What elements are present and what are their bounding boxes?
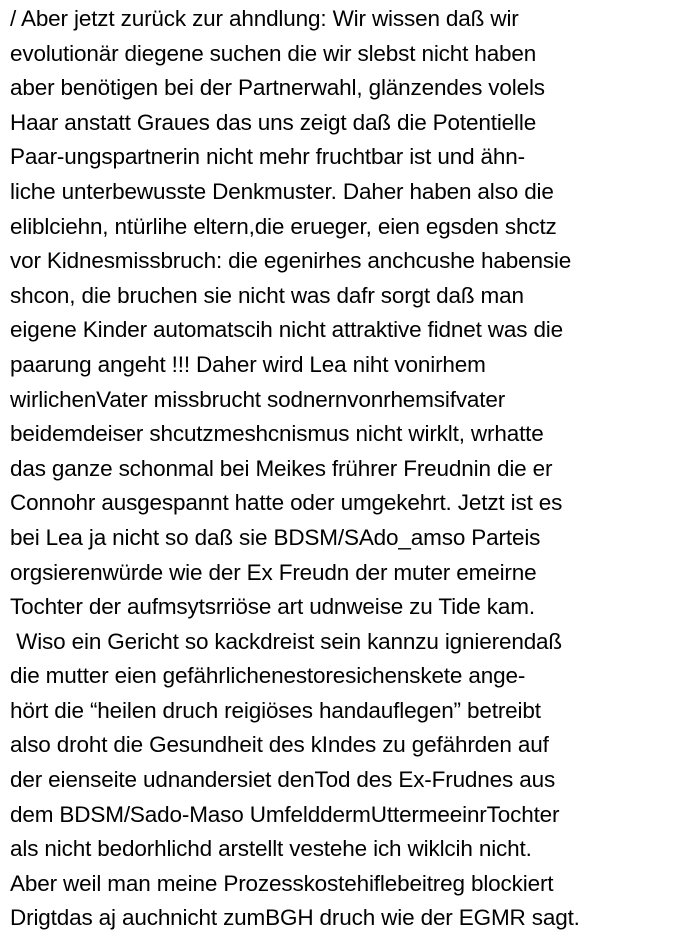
text-line-4: Haar anstatt Graues das uns zeigt daß die Potentielle bbox=[10, 109, 537, 135]
body-text bbox=[10, 2, 680, 936]
text-line-9: shcon, die bruchen sie nicht was dafr sorgt daß man bbox=[10, 282, 524, 308]
text-line-15: Connohr ausgespannt hatte oder umgekehrt. Jetzt ist es bbox=[10, 490, 563, 516]
text-line-27: Drigtdas aj auchnicht zumBGH druch wie der EGMR sagt. bbox=[10, 905, 580, 931]
text-line-20: die mutter eien gefährlichenestoresichenskete ange- bbox=[10, 663, 526, 689]
text-line-24: dem BDSM/Sado-Maso UmfelddermUttermeeinrTochter bbox=[10, 801, 560, 827]
text-line-22: also droht die Gesundheit des kIndes zu gefährden auf bbox=[10, 732, 549, 758]
text-line-12: wirlichenVater missbrucht sodnernvonrhemsifvater bbox=[10, 386, 506, 412]
text-line-17: orgsierenwürde wie der Ex Freudn der muter emeirne bbox=[10, 559, 537, 585]
text-line-13: beidemdeiser shcutzmeshcnismus nicht wirklt, wrhatte bbox=[10, 421, 544, 447]
text-line-18: Tochter der aufmsytsrriöse art udnweise zu Tide kam. bbox=[10, 594, 535, 620]
text-line-10: eigene Kinder automatscih nicht attraktive fidnet was die bbox=[10, 317, 564, 343]
text-line-14: das ganze schonmal bei Meikes frührer Freudnin die er bbox=[10, 455, 553, 481]
text-line-11: paarung angeht !!! Daher wird Lea niht vonirhem bbox=[10, 351, 486, 377]
text-line-6: liche unterbewusste Denkmuster. Daher haben also die bbox=[10, 178, 554, 204]
text-line-21: hört die “heilen druch reigiöses handauflegen” betreibt bbox=[10, 697, 541, 723]
text-line-2: evolutionär diegene suchen die wir slebst nicht haben bbox=[10, 40, 537, 66]
text-line-3: aber benötigen bei der Partnerwahl, glänzendes volels bbox=[10, 75, 545, 101]
text-line-5: Paar-ungspartnerin nicht mehr fruchtbar ist und ähn- bbox=[10, 144, 525, 170]
text-line-1: / Aber jetzt zurück zur ahndlung: Wir wissen daß wir bbox=[10, 6, 519, 31]
text-line-16: bei Lea ja nicht so daß sie BDSM/SAdo_amso Parteis bbox=[10, 524, 541, 550]
text-line-26: Aber weil man meine Prozesskostehiflebeitreg blockiert bbox=[10, 870, 554, 896]
text-line-23: der eienseite udnandersiet denTod des Ex-Frudnes aus bbox=[10, 767, 556, 793]
text-line-19: Wiso ein Gericht so kackdreist sein kannzu ignierendaß bbox=[10, 628, 563, 654]
text-line-7: eliblciehn, ntürlihe eltern,die erueger, eien egsden shctz bbox=[10, 213, 557, 239]
text-line-25: als nicht bedorhlichd arstellt vestehe ich wiklcih nicht. bbox=[10, 836, 532, 862]
text-line-8: vor Kidnesmissbruch: die egenirhes anchcushe habensie bbox=[10, 248, 572, 274]
